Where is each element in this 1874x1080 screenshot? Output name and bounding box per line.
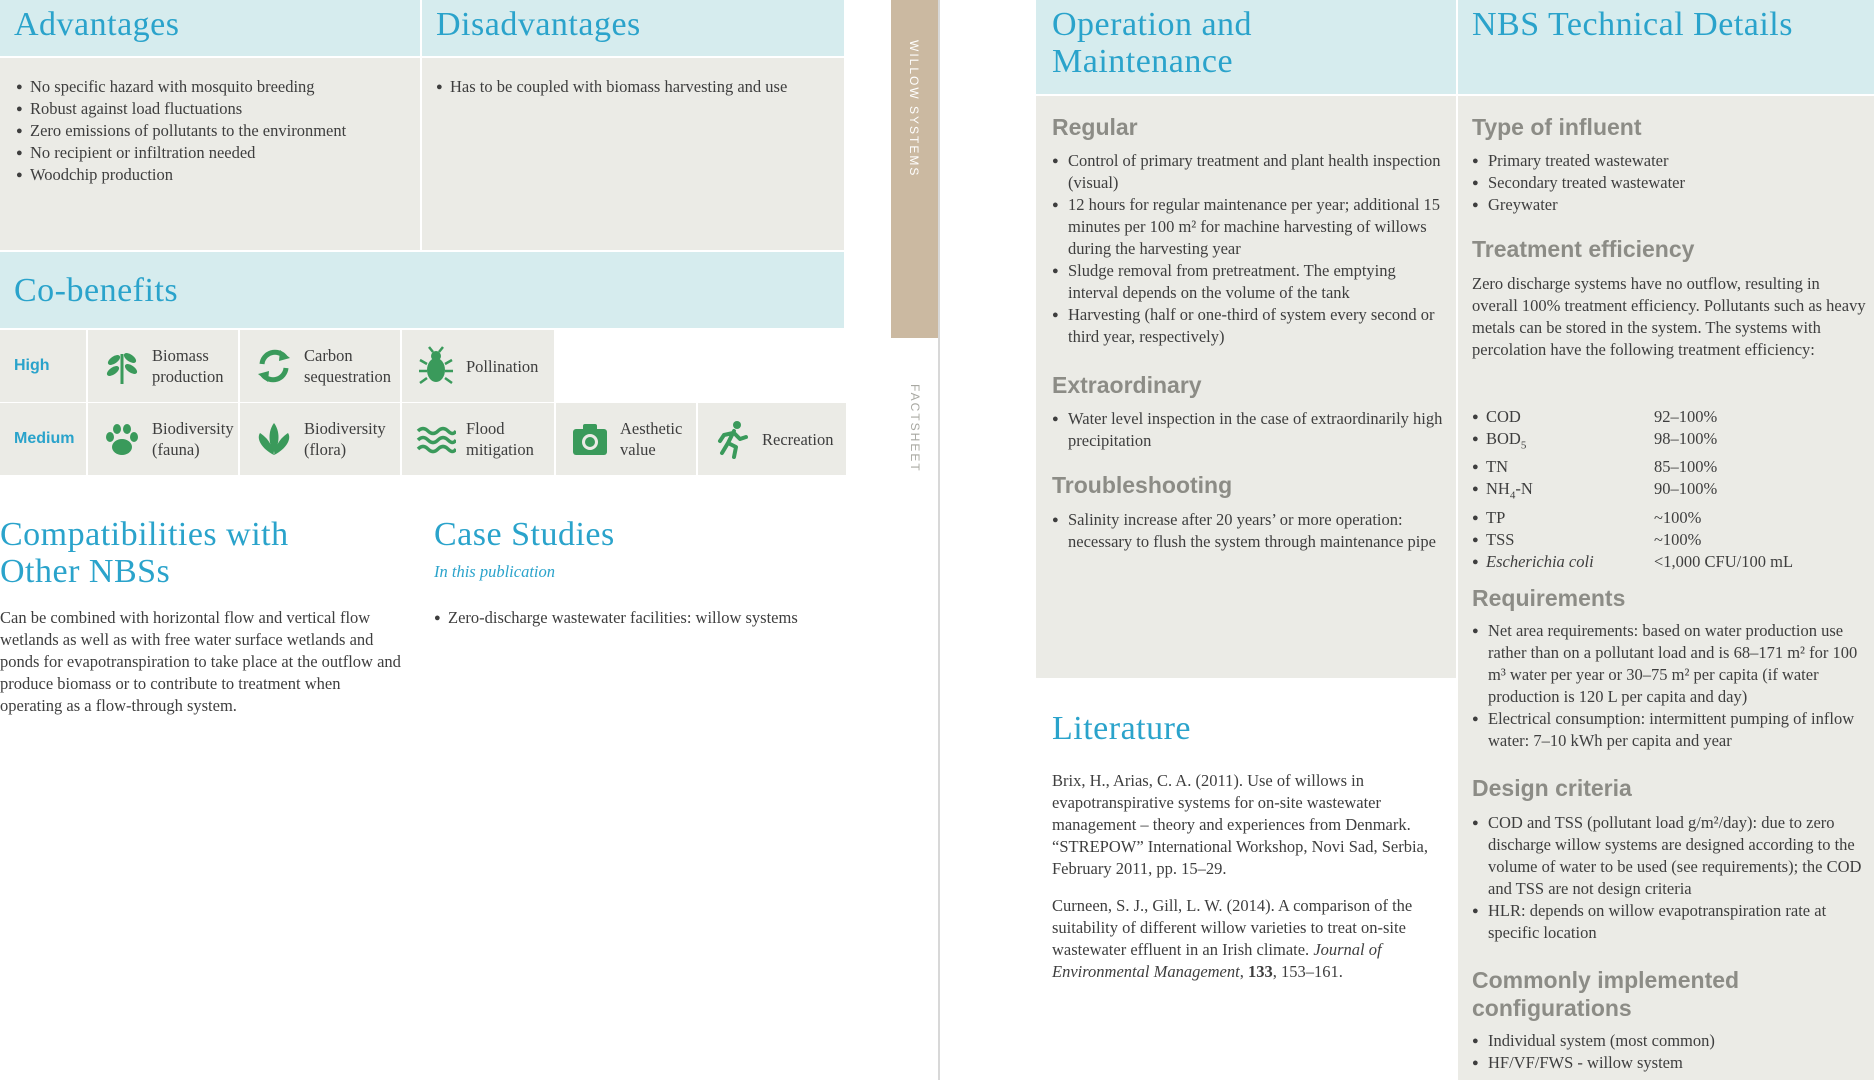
case-list [434, 607, 834, 629]
cobenefits-medium-row [0, 403, 846, 475]
strip-label-top: WILLOW SYSTEMS [907, 40, 921, 178]
efficiency-text: Zero discharge systems have no outflow, resulting in overall 100% treatment efficiency. Pollutants such as heavy metals can be stored in the system. The systems with percolation have the following treatment efficiency: [1472, 274, 1866, 359]
list-item: ● Individual system (most common) [1472, 1030, 1868, 1052]
list-item: ● 12 hours for regular maintenance per year; additional 15 minutes per 100 m² for machine harvesting of willows during the harvesting year [1052, 194, 1446, 260]
strip-label-bottom: FACTSHEET [908, 384, 922, 473]
paw-icon [102, 419, 142, 459]
disadvantages-title: Disadvantages [436, 6, 641, 43]
bug-icon [416, 346, 456, 386]
literature-ref-2: Curneen, S. J., Gill, L. W. (2014). A comparison of the suitability of different willow varieties to treat on-site wastewater effluent in an Irish climate. Journal of Environmental Management, 133, 153–161. [1052, 896, 1413, 981]
table-row: ● COD 92–100% [1472, 406, 1793, 428]
level-high [0, 330, 86, 402]
list-item: ● Water level inspection in the case of extraordinarily high precipitation [1052, 408, 1446, 452]
table-row: ● TSS ~100% [1472, 529, 1793, 551]
table-row: ● TN 85–100% [1472, 456, 1793, 478]
cobenefit-pollination [402, 330, 554, 402]
list-item: ● Sludge removal from pretreatment. The emptying interval depends on the volume of the tank [1052, 260, 1446, 304]
cobenefit-label: Recreation [762, 429, 834, 449]
disadvantages-header [422, 0, 844, 56]
list-item: ● Secondary treated wastewater [1472, 172, 1868, 194]
table-row: ● TP ~100% [1472, 507, 1793, 529]
operation-title: Operation and Maintenance [1052, 6, 1253, 80]
tech-header [1458, 0, 1874, 94]
cobenefits-title: Co-benefits [14, 272, 179, 309]
camera-icon [570, 419, 610, 459]
plant-icon [102, 346, 142, 386]
compat-text: Can be combined with horizontal flow and vertical flow wetlands as well as with free water surface wetlands and ponds for evapotranspiration to take place at the outflow and produce biomass or to contribute to treatment when operating as a flow-through system. [0, 608, 401, 715]
level-label: High [14, 357, 50, 374]
case-subtitle: In this publication [434, 562, 555, 581]
level-medium [0, 403, 86, 475]
advantages-title: Advantages [14, 6, 180, 43]
list-item: ● Has to be coupled with biomass harvesting and use [436, 76, 836, 98]
cobenefit-biomass [88, 330, 238, 402]
cobenefits-high-row [0, 330, 556, 402]
cobenefit-recreation [698, 403, 846, 475]
runner-icon [712, 419, 752, 459]
list-item: ● Zero emissions of pollutants to the environment [16, 120, 412, 142]
cobenefit-fauna [88, 403, 238, 475]
list-item: ● Greywater [1472, 194, 1868, 216]
requirements-title: Requirements [1472, 585, 1626, 611]
page-divider [938, 0, 940, 1080]
advantages-panel [0, 58, 420, 250]
list-item: ● Salinity increase after 20 years’ or more operation: necessary to flush the system through maintenance pipe [1052, 509, 1446, 553]
list-item: ● Robust against load fluctuations [16, 98, 412, 120]
cobenefit-label: Biodiversity (fauna) [152, 419, 234, 459]
design-list [1472, 812, 1868, 944]
influent-title: Type of influent [1472, 114, 1642, 140]
cobenefit-label: Biodiversity (flora) [304, 419, 386, 459]
list-item: ● Woodchip production [16, 164, 412, 186]
literature-ref-1: Brix, H., Arias, C. A. (2011). Use of willows in evapotranspirative systems for on-site wastewater management – theory and experiences from Denmark. “STREPOW” International Workshop, Novi Sad, Serbia, February 2011, pp. 15–29. [1052, 771, 1428, 878]
regular-title: Regular [1052, 114, 1138, 140]
regular-list [1052, 150, 1446, 348]
list-item: ● No recipient or infiltration needed [16, 142, 412, 164]
table-row: ● $BOD_5$ 98–100% [1472, 428, 1793, 456]
list-item: ● Net area requirements: based on water production use rather than on a pollutant load and is 68–171 m² for 100 m³ water per year or 30–75 m² per capita (if water production is 120 L per capita and day) [1472, 620, 1868, 708]
disadvantages-list [436, 76, 836, 98]
case-title: Case Studies [434, 516, 615, 553]
list-item: ● Harvesting (half or one-third of system every second or third year, respectively) [1052, 304, 1446, 348]
recycle-icon [254, 346, 294, 386]
troubleshooting-list [1052, 509, 1446, 553]
table-row: ● $NH_4-N$ 90–100% [1472, 478, 1793, 506]
cobenefit-carbon [240, 330, 400, 402]
extraordinary-list [1052, 408, 1446, 452]
cobenefit-label: Carbon sequestration [304, 346, 392, 386]
literature-title: Literature [1052, 710, 1192, 747]
list-item: ● Zero-discharge wastewater facilities: willow systems [434, 607, 834, 629]
operation-header [1036, 0, 1456, 94]
cobenefits-header [0, 252, 844, 328]
list-item: ● Control of primary treatment and plant health inspection (visual) [1052, 150, 1446, 194]
efficiency-title: Treatment efficiency [1472, 236, 1695, 262]
design-title: Design criteria [1472, 775, 1632, 801]
list-item: ● COD and TSS (pollutant load g/m²/day): due to zero discharge willow systems are designed according to the volume of water to be used (see requirements); the COD and TSS are not design criteria [1472, 812, 1868, 900]
influent-list [1472, 150, 1868, 216]
cobenefit-label: Flood mitigation [466, 419, 534, 459]
advantages-list [16, 76, 412, 186]
cobenefit-label: Biomass production [152, 346, 224, 386]
tech-title: NBS Technical Details [1472, 6, 1793, 43]
list-item: ● Primary treated wastewater [1472, 150, 1868, 172]
disadvantages-panel [422, 58, 844, 250]
cobenefit-aesthetic [556, 403, 696, 475]
waves-icon [416, 419, 456, 459]
list-item: ● HLR: depends on willow evapotranspiration rate at specific location [1472, 900, 1868, 944]
table-row: ● Escherichia coli <1,000 CFU/100 mL [1472, 551, 1793, 573]
compat-title: Compatibilities with Other NBSs [0, 516, 289, 590]
configs-title: Commonly implemented configurations [1472, 967, 1740, 1021]
cobenefit-label: Aesthetic value [620, 419, 683, 459]
list-item: ● Electrical consumption: intermittent pumping of inflow water: 7–10 kWh per capita and year [1472, 708, 1868, 752]
cobenefit-flood [402, 403, 554, 475]
cobenefit-label: Pollination [466, 356, 539, 376]
cobenefit-flora [240, 403, 400, 475]
leaf-icon [254, 419, 294, 459]
level-label: Medium [14, 430, 75, 447]
troubleshooting-title: Troubleshooting [1052, 472, 1233, 498]
extraordinary-title: Extraordinary [1052, 372, 1202, 398]
list-item: ● HF/VF/FWS - willow system [1472, 1052, 1868, 1074]
efficiency-table [1472, 406, 1793, 573]
configs-list [1472, 1030, 1868, 1074]
list-item: ● No specific hazard with mosquito breeding [16, 76, 412, 98]
advantages-header [0, 0, 420, 56]
side-strip [891, 0, 938, 338]
requirements-list [1472, 620, 1868, 752]
